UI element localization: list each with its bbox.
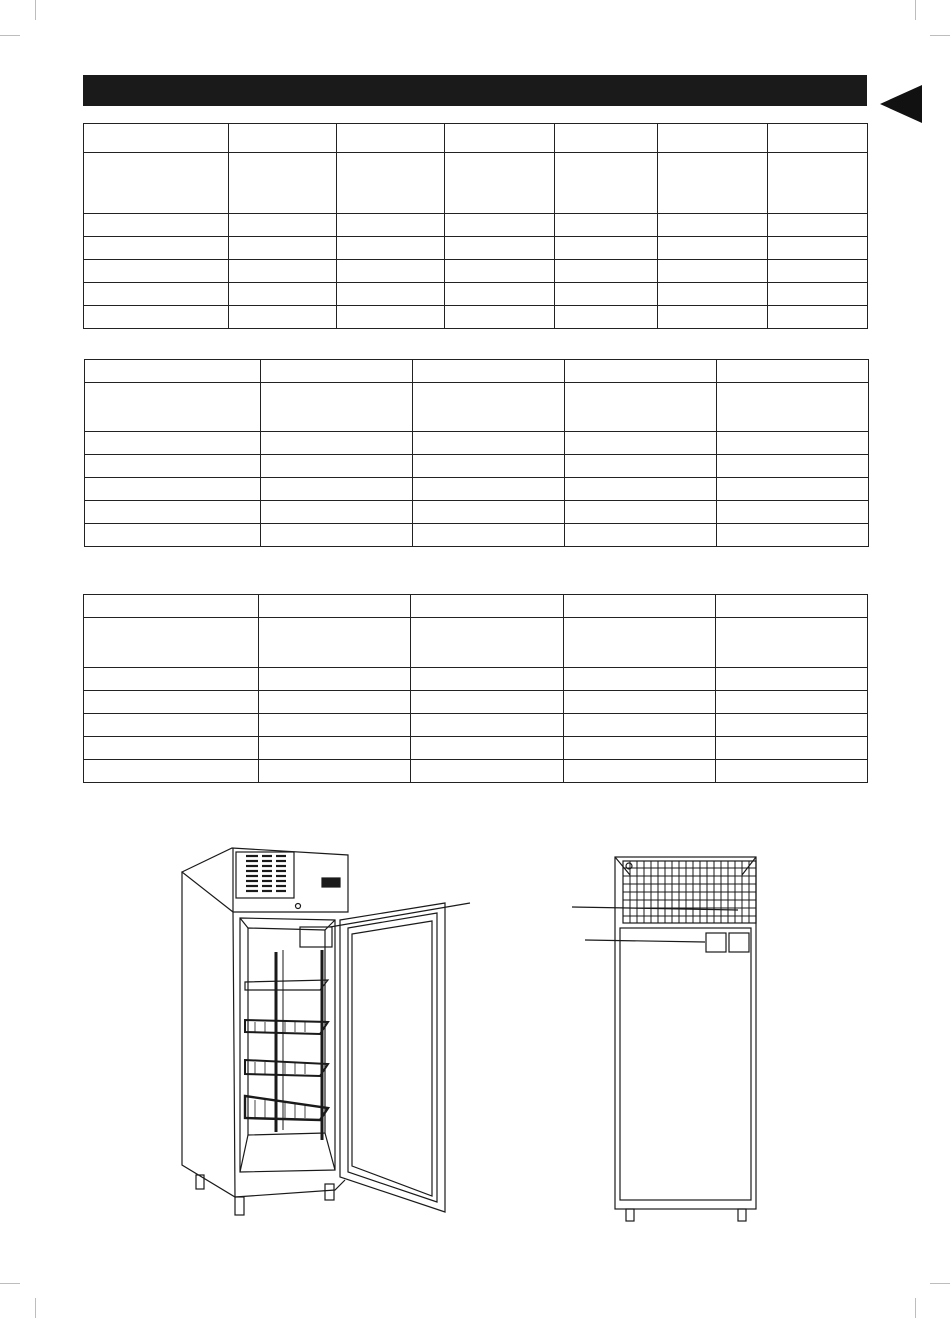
crop-mark (0, 1283, 20, 1284)
table-cell (658, 306, 768, 329)
table-cell (259, 595, 411, 618)
table-cell (337, 306, 445, 329)
table-cell (555, 283, 658, 306)
table-row (84, 306, 868, 329)
table-cell (717, 501, 869, 524)
table-cell (84, 668, 259, 691)
table-row (84, 260, 868, 283)
spec-table-2 (84, 359, 869, 547)
table-cell (658, 153, 768, 214)
table-row (84, 760, 868, 783)
table-cell (84, 760, 259, 783)
table-cell (658, 237, 768, 260)
table-row (84, 618, 868, 668)
table-cell (413, 383, 565, 432)
table-cell (716, 691, 868, 714)
table-cell (768, 237, 868, 260)
table-cell (411, 618, 564, 668)
table-cell (445, 283, 555, 306)
table-cell (555, 260, 658, 283)
table-cell (84, 714, 259, 737)
table-cell (229, 283, 337, 306)
spec-table-1 (83, 123, 868, 329)
crop-mark (915, 1298, 916, 1318)
table-cell (337, 214, 445, 237)
table-cell (717, 478, 869, 501)
table-cell (84, 595, 259, 618)
table-cell (413, 432, 565, 455)
table-cell (413, 455, 565, 478)
refrigerator-rear-view-drawing (560, 850, 770, 1225)
crop-mark (915, 0, 916, 20)
table-cell (564, 737, 716, 760)
table-row (84, 124, 868, 153)
crop-mark (0, 35, 20, 36)
table-cell (229, 237, 337, 260)
table-cell (337, 237, 445, 260)
table-cell (229, 306, 337, 329)
table-cell (411, 760, 564, 783)
table-cell (658, 283, 768, 306)
table-cell (716, 737, 868, 760)
table-cell (565, 524, 717, 547)
crop-mark (35, 1298, 36, 1318)
table-cell (658, 214, 768, 237)
table-cell (85, 501, 261, 524)
table-row (84, 737, 868, 760)
table-cell (717, 383, 869, 432)
table-cell (555, 237, 658, 260)
table-cell (717, 360, 869, 383)
table-cell (85, 432, 261, 455)
table-cell (261, 383, 413, 432)
table-cell (565, 360, 717, 383)
table-row (84, 714, 868, 737)
table-row (85, 478, 869, 501)
table-cell (565, 478, 717, 501)
table-cell (261, 455, 413, 478)
table-cell (85, 478, 261, 501)
table-cell (411, 714, 564, 737)
table-cell (411, 691, 564, 714)
table-cell (84, 237, 229, 260)
table-cell (259, 691, 411, 714)
table-cell (555, 306, 658, 329)
table-cell (85, 455, 261, 478)
table-cell (413, 524, 565, 547)
table-cell (229, 260, 337, 283)
table-cell (716, 668, 868, 691)
table-cell (261, 478, 413, 501)
table-cell (445, 260, 555, 283)
table-row (85, 524, 869, 547)
table-cell (337, 260, 445, 283)
table-cell (445, 153, 555, 214)
table-row (84, 691, 868, 714)
table-cell (413, 501, 565, 524)
table-cell (565, 432, 717, 455)
table-row (85, 383, 869, 432)
table-cell (768, 306, 868, 329)
table-cell (564, 714, 716, 737)
table-cell (658, 260, 768, 283)
table-cell (413, 360, 565, 383)
table-cell (411, 668, 564, 691)
table-cell (564, 618, 716, 668)
table-cell (261, 524, 413, 547)
table-row (84, 214, 868, 237)
table-cell (84, 124, 229, 153)
table-cell (658, 124, 768, 153)
table-cell (768, 283, 868, 306)
left-triangle-icon (880, 85, 922, 123)
table-cell (84, 283, 229, 306)
table-cell (337, 283, 445, 306)
table-cell (229, 214, 337, 237)
table-cell (411, 737, 564, 760)
table-cell (565, 455, 717, 478)
table-cell (717, 432, 869, 455)
table-cell (716, 714, 868, 737)
table-cell (565, 501, 717, 524)
table-cell (337, 153, 445, 214)
crop-mark (930, 1283, 950, 1284)
table-cell (84, 618, 259, 668)
table-cell (716, 595, 868, 618)
table-cell (555, 153, 658, 214)
table-cell (411, 595, 564, 618)
table-cell (84, 691, 259, 714)
table-cell (259, 737, 411, 760)
table-cell (564, 595, 716, 618)
table-cell (84, 153, 229, 214)
table-row (84, 283, 868, 306)
table-cell (259, 618, 411, 668)
table-cell (337, 124, 445, 153)
table-cell (261, 360, 413, 383)
table-cell (84, 260, 229, 283)
table-cell (768, 153, 868, 214)
table-cell (768, 214, 868, 237)
table-row (84, 668, 868, 691)
table-cell (84, 214, 229, 237)
table-cell (229, 124, 337, 153)
table-cell (717, 455, 869, 478)
table-cell (229, 153, 337, 214)
crop-mark (930, 35, 950, 36)
table-cell (564, 760, 716, 783)
table-row (85, 455, 869, 478)
refrigerator-open-door-drawing (170, 840, 480, 1230)
section-header-bar (83, 75, 867, 106)
table-row (84, 237, 868, 260)
table-cell (85, 360, 261, 383)
table-cell (445, 124, 555, 153)
table-cell (259, 760, 411, 783)
table-cell (768, 124, 868, 153)
table-cell (84, 737, 259, 760)
table-cell (555, 124, 658, 153)
table-cell (565, 383, 717, 432)
spec-table-3 (83, 594, 868, 783)
table-cell (261, 432, 413, 455)
table-cell (716, 618, 868, 668)
table-cell (85, 383, 261, 432)
table-cell (261, 501, 413, 524)
table-cell (716, 760, 868, 783)
table-row (85, 432, 869, 455)
table-cell (445, 214, 555, 237)
table-row (85, 360, 869, 383)
table-cell (84, 306, 229, 329)
table-cell (564, 668, 716, 691)
table-cell (259, 714, 411, 737)
table-cell (413, 478, 565, 501)
table-row (84, 595, 868, 618)
table-cell (555, 214, 658, 237)
table-cell (564, 691, 716, 714)
table-row (85, 501, 869, 524)
table-row (84, 153, 868, 214)
table-cell (445, 237, 555, 260)
table-cell (768, 260, 868, 283)
table-cell (445, 306, 555, 329)
table-cell (85, 524, 261, 547)
table-cell (259, 668, 411, 691)
table-cell (717, 524, 869, 547)
crop-mark (35, 0, 36, 20)
